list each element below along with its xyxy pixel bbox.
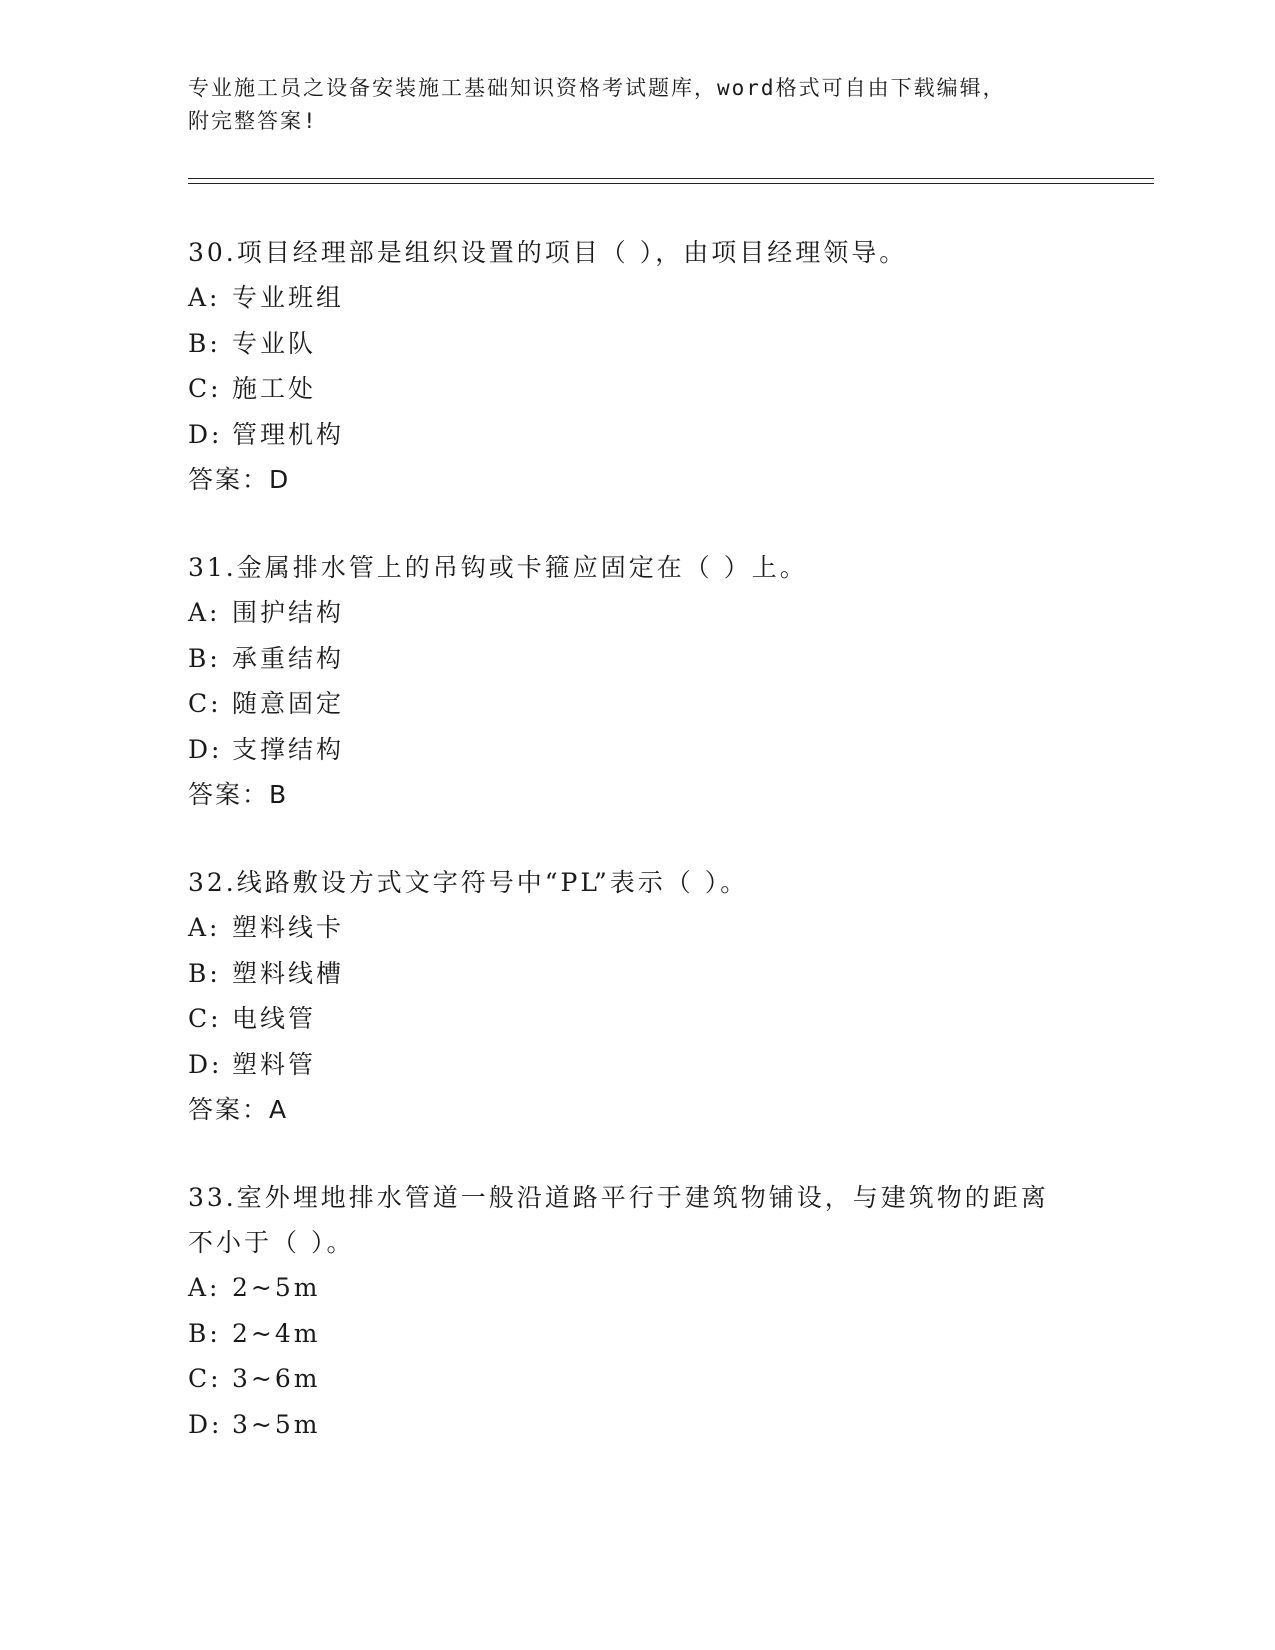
question-stem: 30.项目经理部是组织设置的项目（ ），由项目经理领导。 <box>188 238 908 267</box>
option-item <box>188 636 1088 682</box>
question-stem: 33.室外埋地排水管道一般沿道路平行于建筑物铺设，与建筑物的距离 <box>188 1183 1049 1212</box>
question-list <box>188 230 1088 1490</box>
header-divider-top <box>188 178 1154 179</box>
option-item <box>188 1402 1088 1448</box>
question-block <box>188 545 1088 817</box>
option-item <box>188 681 1088 727</box>
question-block <box>188 1175 1088 1447</box>
option-text: 电线管 <box>232 1004 317 1033</box>
option-letter: A: <box>188 913 221 942</box>
option-text: 3~6m <box>232 1364 321 1393</box>
option-text: 支撑结构 <box>232 734 345 764</box>
header-line-2: 附完整答案! <box>188 109 318 133</box>
option-item <box>188 1042 1088 1088</box>
option-letter: D: <box>188 419 223 449</box>
option-item <box>188 321 1088 367</box>
option-letter: C: <box>188 1004 222 1033</box>
answer-line: 答案：D <box>188 465 291 494</box>
question-stem: 不小于（ ）。 <box>188 1228 355 1257</box>
option-letter: B: <box>188 643 221 673</box>
header-line-1: 专业施工员之设备安装施工基础知识资格考试题库，word格式可自由下载编辑， <box>188 76 1006 100</box>
option-item <box>188 590 1088 636</box>
option-text: 2~5m <box>232 1273 321 1302</box>
option-text: 专业队 <box>232 328 317 358</box>
option-text: 管理机构 <box>232 419 345 449</box>
option-text: 塑料线槽 <box>232 958 345 988</box>
option-text: 随意固定 <box>232 689 345 718</box>
option-text: 施工处 <box>232 374 317 403</box>
option-text: 2~4m <box>232 1318 321 1348</box>
option-letter: A: <box>188 283 221 312</box>
header-divider-bottom <box>188 183 1154 184</box>
option-item <box>188 996 1088 1042</box>
option-item <box>188 366 1088 412</box>
option-text: 3~5m <box>232 1409 321 1439</box>
question-block <box>188 860 1088 1132</box>
option-item <box>188 905 1088 951</box>
option-letter: A: <box>188 598 221 627</box>
option-letter: D: <box>188 1409 223 1439</box>
option-letter: C: <box>188 689 222 718</box>
option-letter: B: <box>188 328 221 358</box>
option-text: 承重结构 <box>232 643 345 673</box>
question-block <box>188 230 1088 502</box>
option-letter: C: <box>188 374 222 403</box>
option-letter: D: <box>188 1049 223 1079</box>
option-letter: B: <box>188 958 221 988</box>
option-item <box>188 412 1088 458</box>
option-item <box>188 1311 1088 1357</box>
option-letter: A: <box>188 1273 221 1302</box>
option-letter: C: <box>188 1364 222 1393</box>
question-stem: 32.线路敷设方式文字符号中“PL”表示（ ）。 <box>188 868 749 897</box>
option-item <box>188 951 1088 997</box>
answer-line: 答案：B <box>188 780 289 809</box>
option-letter: D: <box>188 734 223 764</box>
document-header <box>188 72 1088 138</box>
option-letter: B: <box>188 1318 221 1348</box>
option-text: 专业班组 <box>232 283 345 312</box>
option-item <box>188 1265 1088 1311</box>
option-item <box>188 275 1088 321</box>
option-text: 围护结构 <box>232 598 345 627</box>
option-item <box>188 727 1088 773</box>
question-stem: 31.金属排水管上的吊钩或卡箍应固定在（ ）上。 <box>188 553 808 582</box>
answer-line: 答案：A <box>188 1095 289 1124</box>
option-text: 塑料管 <box>232 1049 317 1079</box>
option-text: 塑料线卡 <box>232 913 345 942</box>
option-item <box>188 1356 1088 1402</box>
